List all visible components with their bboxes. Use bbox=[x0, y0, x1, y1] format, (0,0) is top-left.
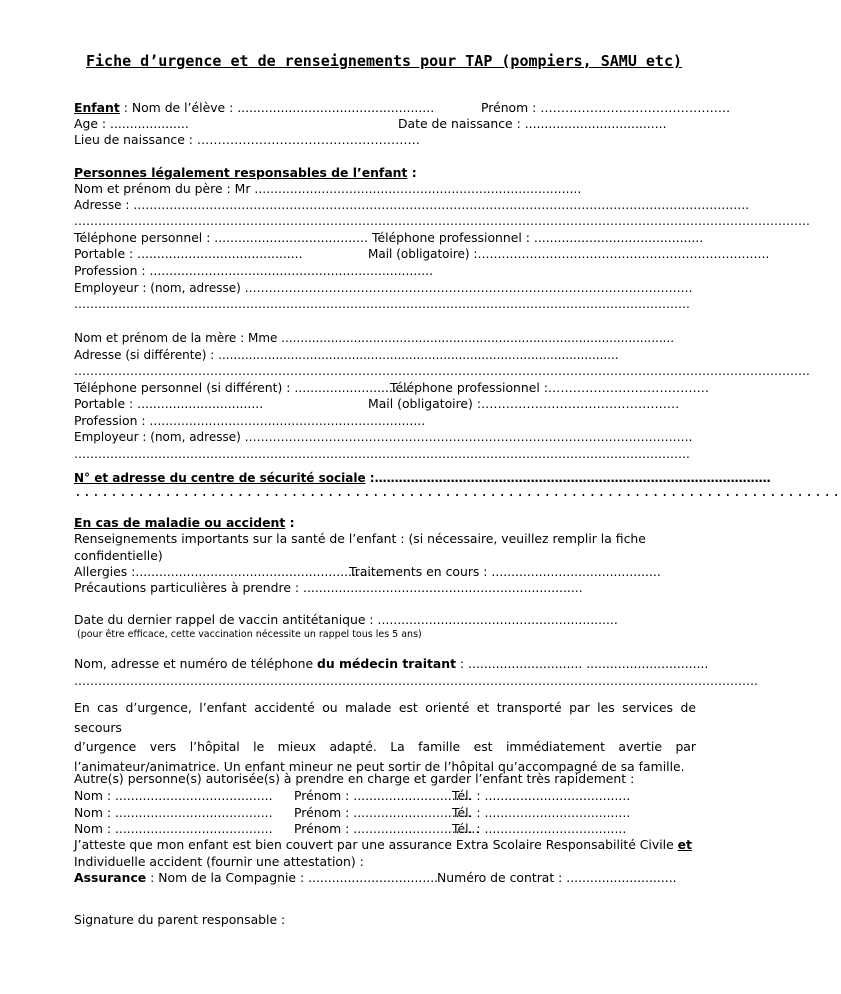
securite-sociale-line[interactable]: N° et adresse du centre de sécurité sociale :……………………………………………………………………………………… bbox=[74, 471, 771, 485]
mere-portable-field[interactable]: Portable : ................................ bbox=[74, 396, 264, 411]
enfant-age-field[interactable]: Age : .................... bbox=[74, 116, 189, 131]
mere-employeur-line2[interactable]: ………………………………………………………………………………………………………………………………………. bbox=[74, 447, 690, 461]
enfant-name-line bbox=[74, 100, 434, 116]
assurance-contrat-field[interactable]: Numéro de contrat : ............................ bbox=[437, 870, 677, 885]
signature-label: Signature du parent responsable : bbox=[74, 912, 286, 927]
assurance-et: et bbox=[677, 837, 692, 852]
mere-employeur-field[interactable]: Employeur : (nom, adresse) …………………………………………………………………………………………………. bbox=[74, 430, 693, 444]
enfant-lieu-naissance-field[interactable]: Lieu de naissance : ……………………………………………… bbox=[74, 132, 420, 147]
pere-adresse-line2[interactable]: …………………………………………………………………………………………………………………………………………………………………. bbox=[74, 214, 810, 228]
pere-employeur-field[interactable]: Employeur : (nom, adresse) …………………………………………………………………………………………………. bbox=[74, 281, 693, 295]
urgence-paragraph-line1: En cas d’urgence, l’enfant accidenté ou malade est orienté et transporté par les services de secours bbox=[74, 700, 696, 735]
medecin-line2[interactable]: ……………………………………………………………………………………………………………………………………………………… bbox=[74, 674, 758, 688]
enfant-date-naissance-field[interactable]: Date de naissance : .................................... bbox=[398, 116, 667, 131]
pere-mail-field[interactable]: Mail (obligatoire) :………………………………………………………………. bbox=[368, 247, 770, 261]
pere-profession-field[interactable]: Profession : ........................................................................ bbox=[74, 263, 434, 278]
responsables-heading-line: Personnes légalement responsables de l’enfant : bbox=[74, 165, 417, 180]
sante-info-line2: confidentielle) bbox=[74, 548, 163, 563]
assurance-attestation-line2: Individuelle accident (fournir une attestation) : bbox=[74, 854, 364, 869]
autorisee-2-nom[interactable]: Nom : ........................................ bbox=[74, 805, 273, 820]
mere-mail-field[interactable]: Mail (obligatoire) :………………………………………… bbox=[368, 396, 680, 411]
allergies-field[interactable]: Allergies :................................................................. bbox=[74, 564, 392, 579]
precautions-field[interactable]: Précautions particulières à prendre : ....................................................................... bbox=[74, 580, 583, 595]
mere-adresse-line2[interactable]: …………………………………………………………………………………………………………………………………………………………………. bbox=[74, 364, 810, 378]
responsables-heading: Personnes légalement responsables de l’enfant bbox=[74, 165, 408, 180]
securite-sociale-label: N° et adresse du centre de sécurité sociale bbox=[74, 471, 366, 485]
autorisees-heading: Autre(s) personne(s) autorisée(s) à prendre en charge et garder l’enfant très rapidement : bbox=[74, 771, 635, 786]
mere-adresse-field[interactable]: Adresse (si différente) : ......................................................................................................... bbox=[74, 348, 619, 362]
pere-adresse-field[interactable]: Adresse : ………………………………………………………………………………………………………………………………………. bbox=[74, 198, 750, 212]
autorisee-3-tel[interactable]: Tél. : .................................... bbox=[452, 821, 627, 836]
traitements-field[interactable]: Traitements en cours : ........................................... bbox=[349, 564, 661, 579]
pere-nom-field[interactable]: Nom et prénom du père : Mr ................................................................................... bbox=[74, 181, 582, 196]
autorisee-1-nom[interactable]: Nom : ........................................ bbox=[74, 788, 273, 803]
autorisee-3-prenom[interactable]: Prénom : ................................ bbox=[294, 821, 480, 836]
mere-profession-field[interactable]: Profession : ...................................................................... bbox=[74, 413, 426, 428]
pere-portable-field[interactable]: Portable : .......................................... bbox=[74, 246, 303, 261]
securite-sociale-line2[interactable]: ..................................................................................... bbox=[74, 485, 841, 500]
vaccin-field[interactable]: Date du dernier rappel de vaccin antitétanique : ............................................................. bbox=[74, 612, 618, 627]
pere-employeur-line2[interactable]: ………………………………………………………………………………………………………………………………………. bbox=[74, 297, 690, 311]
page-title: Fiche d’urgence et de renseignements pour TAP (pompiers, SAMU etc) bbox=[85, 52, 683, 70]
sante-info-line1: Renseignements importants sur la santé de l’enfant : (si nécessaire, veuillez remplir la fiche bbox=[74, 531, 646, 546]
medecin-field[interactable]: Nom, adresse et numéro de téléphone du médecin traitant : ............................. ............................... bbox=[74, 656, 709, 671]
autorisee-2-tel[interactable]: Tél. : ..................................... bbox=[452, 805, 631, 820]
enfant-heading: Enfant bbox=[74, 100, 120, 115]
vaccin-note: (pour être efficace, cette vaccination nécessite un rappel tous les 5 ans) bbox=[77, 629, 422, 640]
enfant-nom-field[interactable]: : Nom de l’élève : .................................................. bbox=[119, 100, 435, 115]
autorisee-2-prenom[interactable]: Prénom : .............................. bbox=[294, 805, 472, 820]
medecin-label: du médecin traitant bbox=[317, 656, 457, 671]
mere-nom-field[interactable]: Nom et prénom de la mère : Mme ....................................................................................................... bbox=[74, 331, 675, 345]
pere-tel-pro-field[interactable]: Téléphone professionnel : ........................................... bbox=[372, 230, 704, 245]
autorisee-1-prenom[interactable]: Prénom : .............................. bbox=[294, 788, 472, 803]
autorisee-1-tel[interactable]: Tél. : ..................................... bbox=[452, 788, 631, 803]
maladie-heading-line: En cas de maladie ou accident : bbox=[74, 515, 295, 530]
maladie-heading: En cas de maladie ou accident bbox=[74, 515, 286, 530]
pere-tel-perso-field[interactable]: Téléphone personnel : ....................................... bbox=[74, 230, 368, 245]
mere-tel-pro-field[interactable]: Téléphone professionnel :………………………………… bbox=[390, 380, 710, 395]
mere-tel-perso-field[interactable]: Téléphone personnel (si différent) : ............................. bbox=[74, 380, 409, 395]
assurance-label: Assurance bbox=[74, 870, 147, 885]
assurance-attestation-line1: J’atteste que mon enfant est bien couvert par une assurance Extra Scolaire Responsabilité Civile et bbox=[74, 837, 692, 852]
enfant-prenom-field[interactable]: Prénom : ………………………………………. bbox=[481, 100, 731, 115]
urgence-paragraph bbox=[74, 698, 696, 776]
urgence-paragraph-line2: d’urgence vers l’hôpital le mieux adapté. La famille est immédiatement avertie par bbox=[74, 739, 696, 754]
autorisee-3-nom[interactable]: Nom : ........................................ bbox=[74, 821, 273, 836]
urgence-paragraph-line3: l’animateur/animatrice. Un enfant mineur ne peut sortir de l’hôpital qu’accompagné de sa famille. bbox=[74, 758, 685, 774]
assurance-compagnie-field[interactable]: Assurance : Nom de la Compagnie : ................................. bbox=[74, 870, 439, 885]
